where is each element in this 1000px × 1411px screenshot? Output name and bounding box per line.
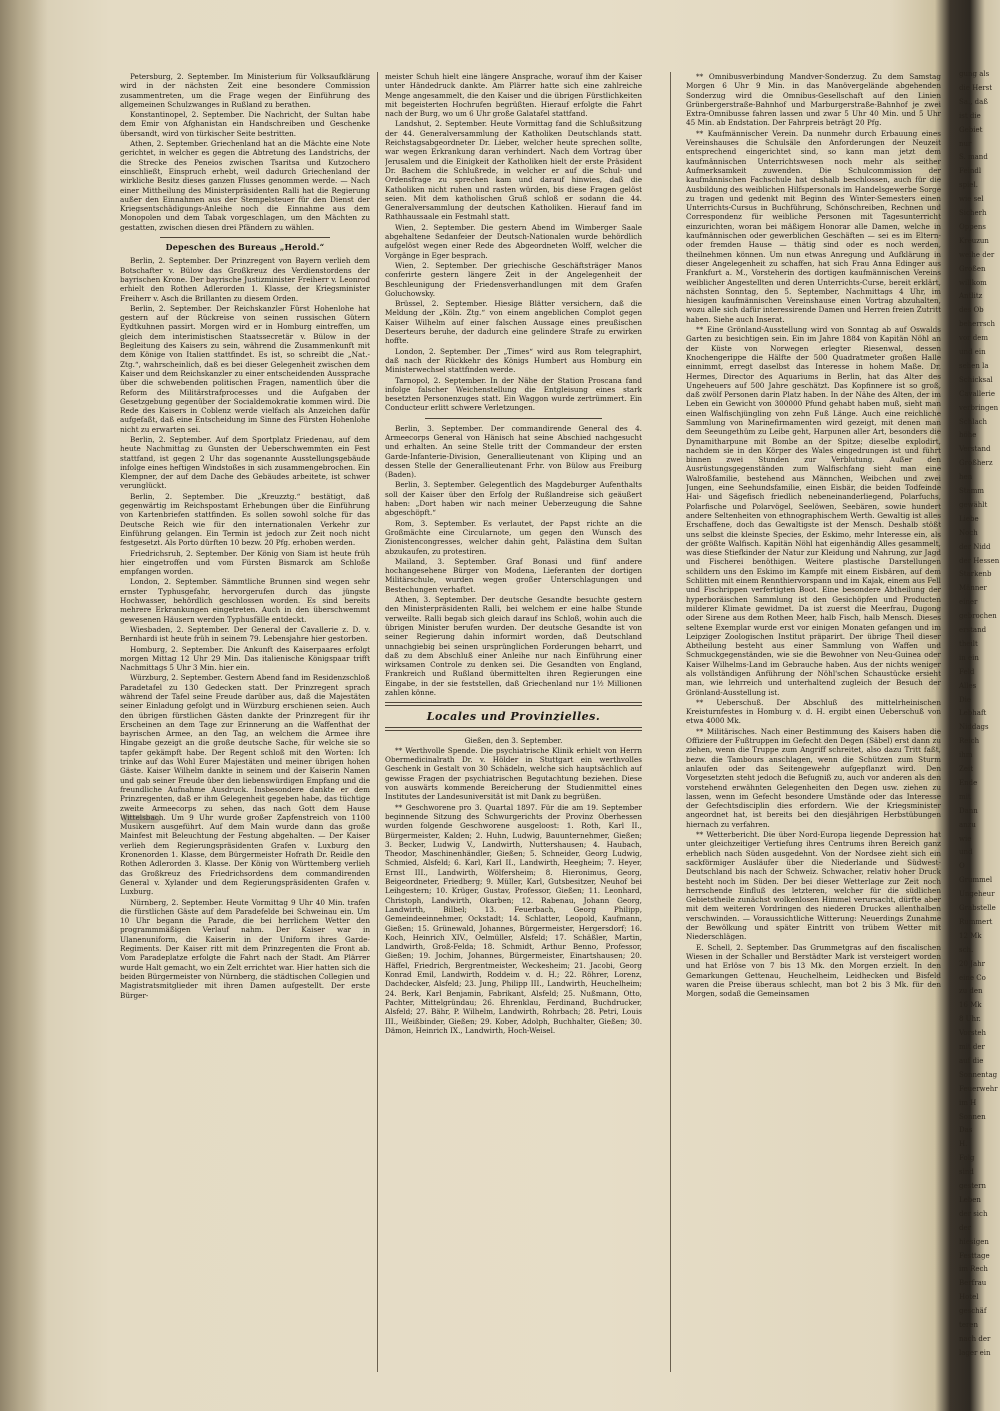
fragment-line: verbringen	[959, 403, 999, 412]
fragment-line: der Hessen	[959, 556, 1000, 565]
fragment-line: zu den	[959, 987, 983, 996]
fragment-line: Festtage	[959, 1251, 990, 1260]
fragment-line: ihm	[959, 751, 973, 760]
fragment-line: vor dem	[959, 334, 989, 343]
fragment-line: sch.	[959, 945, 974, 954]
article-werthvolle-spende: ** Werthvolle Spende. Die psychiatrische Klinik erhielt von Herrn Obermedicinalrath Dr. v. Hölder in Stuttgart ein werthvolles Geschenk in Gestalt von 30 Schädeln, welche sich hauptsächlich auf gewisse Fragen der psychiatrischen Begutachtung beziehen. Diese von auswärts kommende Bereicherung der Studienmittel eines Institutes der Landesuniversität ist mit Dank zu begrüßen.	[385, 745, 642, 802]
fragment-line: weihe der	[959, 250, 995, 259]
article-groenland-ausstellung: ** Eine Grönland-Ausstellung wird von Sonntag ab auf Oswalds Garten zu besichtigen sein. Ein im Jahre 1884 von Kapitän Nöhl an der Küste von Norwegen erlegter Riesenwal, dessen Knochengerippe die Hälfte der 500 Quadratmeter großen Halle einnimmt, erregt daselbst das Interesse in hohem Maße. Dr. Hermes, Director des Aquariums in Berlin, hat das Alter des Ungeheuers auf 500 Jahre geschätzt. Das Kopfinnere ist so groß, daß zwölf Personen darin Platz haben. In der Nähe des Alten, der im Leben ein Gewicht von 300000 Pfund gehabt haben muß, sieht man einen Walfischjüngling von zehn Fuß Länge. Auch eine reichliche Sammlung von Marinefirmamenten wird gezeigt, mit denen man dem Seeungethüm zu Leibe geht, Harpunen aller Art, besonders die Dynamitharpune mit Bombe an der Spitze; dieselbe explodirt, nachdem sie in den Körper des Wales eingedrungen ist und führt binnen zwei Stunden zur Verblutung. Außer den Ausrüstungsgegenständen zum Walfischfang sieht man eine Walroßfamilie, bestehend aus Männchen, Weibchen und zwei Jungen, eine Seehundsfamilie, einen Eisbär, die beiden Todfeinde Hai- und Sägefisch friedlich nebeneinanderliegend, Polarfuchs, Polarfische und Polarvögel, Seelöwen, Seebären, sowie hundert andere Seltenheiten von ethnographischem Werth. Gewaltig ist alles Erschaffene, doch das Gewaltigste ist der Mensch. Deshalb stößt uns selbst die kleinste Species, der Eskimo, mehr Interesse ein, als der größte Walfisch. Kapitän Nöhl hat eigenhändig Alles gesammelt, was diese Stiefkinder der Natur zur Kleidung und Nahrung, zur Jagd und Fischerei benöthigen. Weitere plastische Darstellungen schildern uns den Eskimo im Kampfe mit einem Eisbären, auf dem Schlitten mit einem Rennthiervorspann und im Kajak, einem aus Fell und Fischrippen verfertigten Boot. Eine besondere Abtheilung der hyperboräischen Sammlung ist den Gesichöpfen und Producten milderer Klimate gewidmet. Da ist zuerst die Meerfrau, Dugong oder Sirene aus dem Rothen Meer, halb Fisch, halb Mensch. Dieses seltene Exemplar wurde erst vor einigen Monaten gefangen und im Leipziger Zoologischen Institut präparirt. Der übrige Theil dieser Abtheilung besteht aus einer Sammlung von Waffen und Schmuckgegenständen, wie sie die Bewohner von Neu-Guinea oder Kaiser Wilhelms-Land im Gebrauche haben. Aus der nichts weniger als vollständigen Anführung der Nöhl'schen Schaustücke ersieht man, wie lehrreich und unterhaltend zugleich der Besuch der Grönland-Ausstellung ist.	[686, 325, 941, 697]
section-banner-locales: Locales und Provinzielles.	[426, 710, 601, 724]
article-berlin-5: Berlin, 3. September. Der commandirende General des 4. Armeecorps General von Hänisch hat seine Abschied nachgesucht und erhalten. An seine Stelle tritt der Commandeur der ersten Garde-Infanterie-Division, Generallieutenant von Kliping und an dessen Stelle der Generallieutenant Frhr. von Bülow aus Freiburg (Baden).	[385, 423, 642, 480]
fragment-line: sehen la	[959, 361, 989, 370]
fragment-line: Lebhaft	[959, 709, 987, 718]
fragment-line: ist die	[959, 111, 981, 120]
fragment-line: erstand	[959, 626, 987, 634]
fragment-line: H.	[959, 1140, 968, 1149]
fragment-line: 16 Mk	[959, 1001, 982, 1010]
fragment-line: hen	[959, 473, 973, 482]
fragment-line: Dann	[959, 806, 978, 815]
fragment-line: gestern	[959, 1182, 987, 1190]
fragment-line: Schicksal	[959, 375, 993, 384]
fragment-line: sind	[959, 1168, 974, 1177]
article-mailand: Mailand, 3. September. Graf Bonasi und fünf andere hochangesehene Bürger von Modena, Lieferanten der dortigen Militärschule, wurden wegen großer Unterschlagungen und Bestechungen verhaftet.	[385, 556, 642, 594]
book-binding-shadow	[0, 0, 48, 1411]
article-kaufmaennischer-verein: ** Kaufmännischer Verein. Da nunmehr durch Erbauung eines Vereinshauses die Schulsäle den Anforderungen der Neuzeit entsprechend eingerichtet sind, so kann man jetzt dem kaufmännischen Unterrichtswesen noch mehr als seither Aufmerksamkeit zuwenden. Die Schulcommission der kaufmännischen Fachschule hat deshalb beschlossen, auch für die Ausbildung des weiblichen Hilfspersonals im Handelsgewerbe Sorge zu tragen und gedenkt mit Beginn des Winter-Semesters einen Unterrichts-Cursus in Buchführung, Schönschreiben, Rechnen und Correspondenz für weibliche Personen mit Tagesunterricht einzurichten, woran bei mäßigem Honorar alle Damen, welche in kaufmännischen oder gewerblichen Geschäften — sei es im Eltern- oder fremden Hause — thätig sind oder es noch werden, theilnehmen können. Um nun etwas Anregung und Aufklärung in dieser Angelegenheit zu schaffen, hat sich Frau Anna Edinger aus Frankfurt a. M., Vorsteherin des dortigen kaufmännischen Vereins weiblicher Angestellten und deren Unterrichts-Curse, bereit erklärt, nächsten Sonntag, den 5. September, Nachmittags 4 Uhr, im hiesigen kaufmännischen Vereinshause einen Vortrag abzuhalten, wozu alle sich dafür interessirende Damen und Herren freien Zutritt haben. Siehe auch Inserat.	[686, 128, 941, 324]
fragment-line: geschäf	[959, 1307, 987, 1316]
fragment-line: Niddags	[959, 723, 989, 732]
section-rule	[385, 702, 642, 706]
section-heading-depeschen: Depeschen des Bureaus „Herold.“	[165, 242, 325, 253]
section-rule	[385, 727, 642, 731]
article-wien-1: Wien, 2. September. Die gestern Abend im Wimberger Saale abgehaltene Sedanfeier der Deutsch-Nationalen wurde behördlich aufgelöst wegen einer Rede des Abgeordneten Wolff, welcher die Vorgänge in Eger besprach.	[385, 222, 642, 260]
fragment-line: Die	[959, 695, 971, 704]
ink-smudge	[122, 815, 160, 823]
fragment-line: Sonnen	[959, 1112, 986, 1121]
fragment-line: Ungeheur	[959, 890, 995, 899]
fragment-line: höhe	[959, 431, 977, 440]
fragment-line: Schlach	[959, 417, 988, 426]
fragment-line: Reich	[959, 737, 980, 746]
fragment-line: Noch	[959, 528, 978, 537]
fragment-line: Sa., daß	[959, 97, 988, 106]
article-homburg: Homburg, 2. September. Die Ankunft des Kaiserpaares erfolgt morgen Mittag 12 Uhr 29 Min. Das italienische Königspaar trifft Nachmittags 5 Uhr 3 Min. hier ein.	[120, 644, 370, 673]
article-nuernberg-cont: meister Schuh hielt eine längere Ansprache, worauf ihm der Kaiser unter Händedruck dankte. Am Plärrer hatte sich eine zahlreiche Menge angesammelt, die den Kaiser und die übrigen Fürstlichkeiten mit begeisterten Hochrufen begrüßten. Hierauf erfolgte die Fahrt nach der Burg, wo um 6 Uhr große Galatafel stattfand.	[385, 72, 642, 119]
fragment-line: Sonnentag	[959, 1070, 998, 1079]
fragment-line: Rummert	[959, 917, 993, 926]
article-konstantinopel: Konstantinopel, 2. September. Die Nachricht, der Sultan habe dem Emir von Afghanistan ein Handschreiben und Geschenke übersandt, wird von türkischer Seite bestritten.	[120, 110, 370, 138]
article-militaerisches: ** Militärisches. Nach einer Bestimmung des Kaisers haben die Offiziere der Fußtruppen im Gefecht den Degen (Säbel) erst dann zu ziehen, wenn die Truppe zum Angriff schreitet, also dazu Tritt faßt, bezw. die Tambours anschlagen, wenn die Schützen zum Sturm anlaufen oder das Seitengewehr aufgepflanzt wird. Den Vorgesetzten steht jedoch die Befugniß zu, auch vor anderen als den vorstehend erwähnten Gelegenheiten den Degen usw. ziehen zu lassen, wenn im Gefecht besondere Umstände oder das Interesse der Gefechtsdisciplin dies erfordern. Wie der Kriegsminister angeordnet hat, ist bereits bei den diesjährigen Herbstübungen hiernach zu verfahren.	[686, 726, 941, 829]
article-omnibus: ** Omnibusverbindung Mandver-Sonderzug. Zu dem Samstag Morgen 6 Uhr 9 Min. in das Manövergelände abgehenden Sonderzug wird die Omnibus-Gesellschaft auf den Linien Grünbergerstraße-Bahnhof und Marburgerstraße-Bahnhof je zwei Extra-Omnibusse fahren lassen und zwar 5 Uhr 40 Min. und 5 Uhr 45 Min. ab Endstation. Der Fahrpreis beträgt 20 Pfg.	[686, 72, 941, 128]
article-berlin-2: Berlin, 2. September. Der Reichskanzler Fürst Hohenlohe hat gestern auf der Rückreise von seinen russischen Gütern Eydtkuhnen passirt. Morgen wird er in Homburg eintreffen, um gleich dem interimistischen Staatssecretär v. Bülow in der Begleitung des Kaisers zu sein, während die Zusammenkunft mit dem Könige von Italien stattfindet. Es ist, so schreibt die „Nat.-Ztg.“, wahrscheinlich, daß es bei dieser Gelegenheit zwischen dem Kaiser und dem Reichskanzler zu einer entscheidenden Aussprache über die schwebenden politischen Fragen, namentlich über die Reform des Militärstrafprocesses und die Aufgaben der Gesetzgebung gegenüber der Socialdemokratie kommen wird. Die Rede des Kaisers in Coblenz werde vielfach als Anzeichen dafür aufgefaßt, daß eine Entscheidung im Sinne des Fürsten Hohenlohe nicht zu erwarten sei.	[120, 303, 370, 434]
column-2	[385, 72, 642, 1372]
fragment-line: Leben	[959, 1195, 981, 1204]
fragment-line: Verstand	[959, 445, 991, 454]
fragment-line: Grabstelle	[959, 904, 996, 912]
fragment-line: des Ob	[959, 306, 984, 315]
fragment-line: Großherz	[959, 459, 993, 468]
fragment-line: gebrochen	[959, 612, 997, 621]
divider	[425, 418, 602, 419]
article-berlin-6: Berlin, 3. September. Gelegentlich des Magdeburger Aufenthalts soll der Kaiser über den Erfolg der Rußlandreise sich geäußert haben: „Dort haben wir nach meiner Ueberzeugung die Sahne abgeschöpft.“	[385, 480, 642, 518]
article-berlin-3: Berlin, 2. September. Auf dem Sportplatz Friedenau, auf dem heute Nachmittag zu Gunsten der Ueberschwemmten ein Fest stattfand, ist gegen 2 Uhr das sogenannte Ausstellungsgebäude infolge eines heftigen Windstoßes in sich zusammengebrochen. Ein Klempner, der auf dem Dache des Gebäudes arbeitete, ist schwer verunglückt.	[120, 434, 370, 491]
article-wiesbaden: Wiesbaden, 2. September. Der General der Cavallerie z. D. v. Bernhardi ist heute früh in seinem 79. Lebensjahre hier gestorben.	[120, 624, 370, 644]
fragment-line: einer	[959, 598, 978, 607]
fragment-line: auf die	[959, 1056, 984, 1065]
fragment-line: Grummel	[959, 876, 993, 885]
fragment-line: Das	[959, 1126, 973, 1135]
fragment-line: teren	[959, 1321, 978, 1329]
fragment-line: Folg	[959, 1154, 975, 1163]
fragment-line: willkom	[959, 278, 987, 287]
fragment-line: im H	[959, 1098, 977, 1107]
fragment-line: in ein	[959, 653, 979, 662]
fragment-line: anzu	[959, 820, 976, 829]
fragment-line: Männer	[959, 584, 987, 593]
column-rule-2	[670, 72, 671, 1372]
fragment-line: Feindl	[959, 167, 982, 176]
fragment-line: die Herst	[959, 83, 993, 92]
fragment-line: nur	[959, 139, 972, 148]
fragment-line: Großen	[959, 264, 986, 273]
article-berlin-4: Berlin, 2. September. Die „Kreuzztg.“ bestätigt, daß gegenwärtig im Reichspostamt Erhebungen über die Einführung von Kartenbriefen stattfinden. Es sollen sowohl solche für das Deutsche Reich wie für den internationalen Verkehr zur Einführung gelangen. Ein Termin ist jedoch zur Zeit noch nicht festgesetzt. Als Porto dürften 10 bezw. 20 Pfg. erhoben werden.	[120, 491, 370, 548]
fragment-line: O	[959, 862, 965, 871]
fragment-line: Stamm	[959, 487, 985, 495]
article-geschworene: ** Geschworene pro 3. Quartal 1897. Für die am 19. September beginnende Sitzung des Schwurgerichts der Provinz Oberhessen wurden folgende Geschworene ausgeloost: 1. Roth, Karl II., Bürgermeister, Kalden; 2. Huhn, Ludwig, Bauunternehmer, Gießen; 3. Becker, Ludwig V., Landwirth, Nuttershausen; 4. Haubach, Theodor, Maschinenhändler, Gießen; 5. Schneider, Georg Ludwig, Schmied, Alsfeld; 6. Karl, Karl II., Landwirth, Heegheim; 7. Heyer, Ernst III., Landwirth, Wölfersheim; 8. Hieronimus, Georg, Beigeordneter, Friedberg; 9. Müller, Karl, Gutsbesitzer, Neuhof bei Leihgestern; 10. Krüger, Gustav, Professor, Gießen; 11. Leonhard, Christoph, Landwirth, Okarben; 12. Rabenau, Johann Georg, Landwirth, Bilbel; 13. Feuerbach, Georg Philipp, Gemeindeeinnehmer, Ockstadt; 14. Schlatter, Leopold, Kaufmann, Gießen; 15. Grünewald, Johannes, Bürgermeister, Hergersdorf; 16. Koch, Heinrich XIV., Oelmüller, Alsfeld; 17. Schäßler, Martin, Landwirth, Groß-Felda; 18. Schmidt, Arthur Benno, Professor, Gießen; 19. Jochim, Johannes, Bürgermeister, Einartshausen; 20. Häffel, Friedrich, Bergrentmeister, Weckesheim; 21. Jacobi, Georg Konrad Emil, Landwirth, Roddeim v. d. H.; 22. Röhrer, Lorenz, Dachdecker, Alsfeld; 23. Jung, Philipp III., Landwirth, Heuchelheim; 24. Berk, Karl Benjamin, Fabrikant, Alsfeld; 25. Nußmann, Otto, Pachter, Mittelgründau; 26. Ehrenklau, Ferdinand, Buchdrucker, Alsfeld; 27. Bähr, P. Wilhelm, Landwirth, Rohrbach; 28. Petri, Louis III., Weißbinder, Gießen; 29. Kober, Adolph, Buchhalter, Gießen; 30. Dämon, Heinrich IX., Landwirth, Hoch-Weisel.	[385, 802, 642, 1035]
fragment-line: mit	[959, 792, 971, 801]
fragment-line: eine Co	[959, 973, 986, 982]
fragment-line: Feld	[959, 667, 975, 676]
article-berlin-1: Berlin, 2. September. Der Prinzregent von Bayern verlieh dem Botschafter v. Bülow das Großkreuz des Verdienstordens der bayrischen Krone. Der bayrische Justizminister Freiherr v. Leonrod erhielt den Rothen Adlerorden 1. Klasse, der Kriegsminister Freiherr v. Asch die Brillanten zu diesem Orden.	[120, 256, 370, 303]
dateline-giessen: Gießen, den 3. September.	[464, 735, 563, 745]
fragment-line: gewählt	[959, 500, 988, 509]
fragment-line: der	[959, 1223, 971, 1232]
article-friedrichsruh: Friedrichsruh, 2. September. Der König von Siam ist heute früh hier eingetroffen und vom Fürsten Bismarck am Schloße empfangen worden.	[120, 548, 370, 577]
fragment-line: Hotel	[959, 1293, 979, 1302]
fragment-line: und ein	[959, 348, 986, 356]
fragment-line: der sich	[959, 1209, 988, 1218]
fragment-line: nach der	[959, 1334, 991, 1343]
article-london: London, 2. September. Sämmtliche Brunnen sind wegen sehr ernster Typhusgefahr, hervorgerufen durch das jüngste Hochwasser, behördlich geschlossen worden. Es sind bereits mehrere Erkrankungen eingetreten. Auch in den überschwemmt gewesenen Häusern werden Typhusfälle entdeckt.	[120, 577, 370, 624]
article-wuerzburg: Würzburg, 2. September. Gestern Abend fand im Residenzschloß Paradetafel zu 130 Gedecken statt. Der Prinzregent sprach während der Tafel seine Freude darüber aus, daß die Majestäten seiner Einladung gefolgt und in Würzburg erschienen seien. Auch den übrigen fürstlichen Gästen dankte der Prinzregent für ihr Erscheinen an dem Tage zur Erinnerung an die Waffenthat der bayrischen Armee, an den Tag, an welchem die Armee ihre Hingabe gezeigt an die große deutsche Sache, für welche sie so tapfer gekämpft habe. Der Regent schloß mit den Worten: Ich trinke auf das Wohl Eurer Majestäten und meiner übrigen hohen Gäste. Kaiser Wilhelm dankte in seinem und der Kaiserin Namen und gab seiner Freude über den liebenswürdigen Empfang und die freundliche Aufnahme Ausdruck. Insbesondere dankte er dem Prinzregenten, daß er ihm Gelegenheit gegeben habe, das tüchtige zweite Armeecorps zu sehen, das nach Gott dem Hause Wittelsbach. Um 9 Uhr wurde großer Zapfenstreich von 1100 Musikern ausgeführt. Auf dem Main wurde dann das große Mainfest mit Beleuchtung der Festung abgehalten. — Der Kaiser verlieh dem Regierungspräsidenten Grafen v. Luxburg den Kronenorden 1. Klasse, dem Bürgermeister Hofrath Dr. Reidle den Rothen Adlerorden 3. Klasse. Der König von Württemberg verlieh das Großkreuz des Friedrichsordens dem commandirenden General v. Xylander und dem Regierungspräsidenten Grafen v. Luxburg.	[120, 673, 370, 897]
divider	[160, 237, 330, 238]
fragment-line: gung als	[959, 70, 990, 78]
fragment-line: S. mand	[959, 153, 988, 162]
fragment-line: der Nidd	[959, 542, 991, 551]
fragment-line: spiel.	[959, 181, 978, 190]
fragment-line: Oppens	[959, 222, 986, 231]
fragment-line: hiesigen	[959, 1237, 989, 1246]
fragment-line: und	[959, 848, 973, 857]
article-london-2: London, 2. September. Der „Times“ wird aus Rom telegraphirt, daß nach der Rückkehr des Königs Humbert aus Homburg ein Ministerwechsel stattfinden werde.	[385, 346, 642, 375]
article-petersburg: Petersburg, 2. September. Im Ministerium für Volksaufklärung wird in der nächsten Zeit eine besondere Commission zusammentreten, um die Frage wegen der Einführung des allgemeinen Schulzwanges in Rußland zu berathen.	[120, 72, 370, 109]
fragment-line: Starkenb	[959, 570, 992, 579]
fragment-line: Cavallerie	[959, 389, 996, 398]
fragment-line: mit der	[959, 1043, 985, 1051]
article-landshut: Landshut, 2. September. Heute Vormittag fand die Schlußsitzung der 44. Generalversammlung der Katholiken Deutschlands statt. Reichstagsabgeordneter Dr. Lieber, welcher heute sprechen sollte, war wegen Erkrankung daran verhindert. Nach dem Vortrag über Jerusalem und die Einigkeit der Katholiken hielt der erste Präsident Dr. Bachem die Schlußrede, in welcher er auf die Schul- und Ordensfrage zu sprechen kam und darauf hinwies, daß die Katholiken nicht ruhen und rasten würden, bis diese Fragen gelöst seien. Mit dem katholischen Gruß schloß er sodann die 44. Generalversammlung der deutschen Katholiken. Hierauf fand im Rathhaussaale ein Festmahl statt.	[385, 119, 642, 222]
article-wien-2: Wien, 2. September. Der griechische Geschäftsträger Manos conferirte gestern längere Zeit in der Angelegenheit der Beschleunigung der Friedensverhandlungen mit dem Grafen Goluchowsky.	[385, 260, 642, 298]
fragment-line: Ende	[959, 778, 978, 787]
fragment-line: Antlitz	[959, 292, 983, 301]
fragment-line: Gebiet	[959, 125, 983, 134]
fragment-line: im Rech	[959, 1265, 988, 1274]
fragment-line: 8 Uhr.	[959, 1015, 981, 1024]
fragment-line: wie sel	[959, 195, 984, 204]
article-tarnopol: Tarnopol, 2. September. In der Nähe der Station Proscana fand infolge falscher Weichenstellung die Entgleisung eines stark besetzten Personenzuges statt. Ein Waggon wurde zertrümmert. Ein Conducteur erlitt schwere Verletzungen.	[385, 375, 642, 413]
article-rom: Rom, 3. September. Es verlautet, der Papst richte an die Großmächte eine Circularnote, um gegen den Wunsch des Zionistencongresses, welcher dahin geht, Palästina dem Sultan abzukaufen, zu protestiren.	[385, 518, 642, 556]
article-wetterbericht: ** Wetterbericht. Die über Nord-Europa liegende Depression hat unter gleichzeitiger Vertiefung ihres Centrums ihren Bereich ganz erheblich nach Süden ausgedehnt. Von der Nordsee zieht sich ein sackförmiger Ausläufer über die Niederlande und Südwest-Deutschland bis nach der Schweiz. Schwacher, relativ hoher Druck besteht noch im Süden. Der bei dieser Wetterlage zur Zeit noch herrschende Einfluß des letzteren, welcher für die südlichen Gebietstheile zunächst wolkenlosen Himmel verursacht, dürfte aber mit dem weiteren Vordringen des niederen Druckes allenthalben verschwinden. — Voraussichtliche Witterung: Neuerdings Zunahme der Bewölkung und später Eintritt von trübem Wetter mit Niederschlägen.	[686, 830, 941, 942]
column-1	[120, 72, 370, 1372]
article-bruessel: Brüssel, 2. September. Hiesige Blätter versichern, daß die Meldung der „Köln. Ztg.“ von einem angeblichen Complot gegen Kaiser Wilhelm auf einer falschen Aussage eines preußischen Deserteurs beruhe, der dadurch eine gelindere Strafe zu erwirken hoffte.	[385, 299, 642, 346]
fragment-line: wie	[959, 834, 972, 843]
fragment-line: beherrsch	[959, 320, 995, 329]
fragment-line: Feuerwehr	[959, 1084, 998, 1093]
fragment-line: theilt	[959, 639, 978, 648]
fragment-line: 12 Mk	[959, 931, 982, 940]
fragment-line: Berfrau	[959, 1279, 987, 1288]
fragment-line: Zeit	[959, 765, 974, 773]
article-athen-2: Athen, 3. September. Der deutsche Gesandte besuchte gestern den Ministerpräsidenten Ralli, bei welchem er eine halbe Stunde verweilte. Ralli begab sich gleich darauf ins Schloß, wohin auch die übrigen Minister berufen wurden. Der deutsche Gesandte ist von seiner Regierung dahin informirt worden, daß Deutschland unnachgiebig bei seinen ursprünglichen Forderungen beharrt, und daß zu dem Abschluß einer Anleihe nur nach Einführung einer wirksamen Controle zu denken sei. Die Gesandten von England, Frankreich und Rußland übermittelten ihren Regierungen eine Eingabe, in der sie feststellen, daß Griechenland nur 1½ Millionen zahlen könne.	[385, 595, 642, 697]
article-nuernberg: Nürnberg, 2. September. Heute Vormittag 9 Uhr 40 Min. trafen die fürstlichen Gäste auf dem Paradefelde bei Schweinau ein. Um 10 Uhr begann die Parade, die bei herrlichem Wetter den programmmäßigen Verlauf nahm. Der Kaiser war in Ulanenuniform, die Kaiserin in der Uniform ihres Garde-Regiments. Der Kaiser ritt mit dem Prinzregenten die Front ab. Vom Paradeplatze erfolgte die Fahrt nach der Stadt. Am Plärrer wurde Halt gemacht, wo ein Zelt errichtet war. Hier hatten sich die beiden Bürgermeister von Nürnberg, die städtischen Collegien und Magistratsmitglieder mit ihren Damen aufgestellt. Der erste Bürger-	[120, 897, 370, 1000]
article-ueberschuss: ** Ueberschuß. Der Abschluß des mittelrheinischen Kreisturnfestes in Homburg v. d. H. ergibt einen Ueberschuß von etwa 4000 Mk.	[686, 697, 941, 726]
column-3	[686, 72, 941, 1372]
fragment-line: Vorsteh	[959, 1029, 987, 1038]
fragment-line: lager ein	[959, 1348, 991, 1357]
article-schell: E. Schell, 2. September. Das Grummetgras auf den fiscalischen Wiesen in der Schaller und Berstädter Mark ist versteigert worden und hat Erlöse von 7 bis 13 Mk. den Morgen erzielt. In den Gemarkungen Gettenau, Heuchelheim, Leidhecken und Bisfeld waren die Preise überaus schlecht, man bot 2 bis 3 Mk. für den Morgen, sodaß die Gemeinsamen	[686, 942, 941, 999]
column-rule-1	[377, 72, 378, 1372]
fragment-line: Sicherh	[959, 209, 987, 217]
newspaper-page	[100, 72, 945, 1372]
adjacent-page-fragment	[955, 0, 1000, 1411]
article-athen: Athen, 2. September. Griechenland hat an die Mächte eine Note gerichtet, in welcher es gegen die Abtretung des Landstrichs, der die Strecke des Peneios zwischen Tsaritsa und Kutzochero einschließt, Einspruch erhebt, weil dadurch Griechenland der wirkliche Besitz dieses ganzen Flusses genommen werde. — Nach einer Mittheilung des Ministerpräsidenten Ralli hat die Regierung außer den Einnahmen aus der Stempelsteuer für den Dienst der Kriegsentschädigungs-Anleihe noch die Einnahme aus dem Monopolen und dem Tabak vorgeschlagen, um den Mächten zu gestatten, zwischen diesen drei Pfändern zu wählen.	[120, 139, 370, 232]
fragment-line: Alles	[959, 681, 977, 690]
fragment-line: Kreuzun	[959, 236, 989, 245]
fragment-line: Liebe	[959, 514, 979, 523]
fragment-line: 20 Jahr	[959, 959, 985, 968]
